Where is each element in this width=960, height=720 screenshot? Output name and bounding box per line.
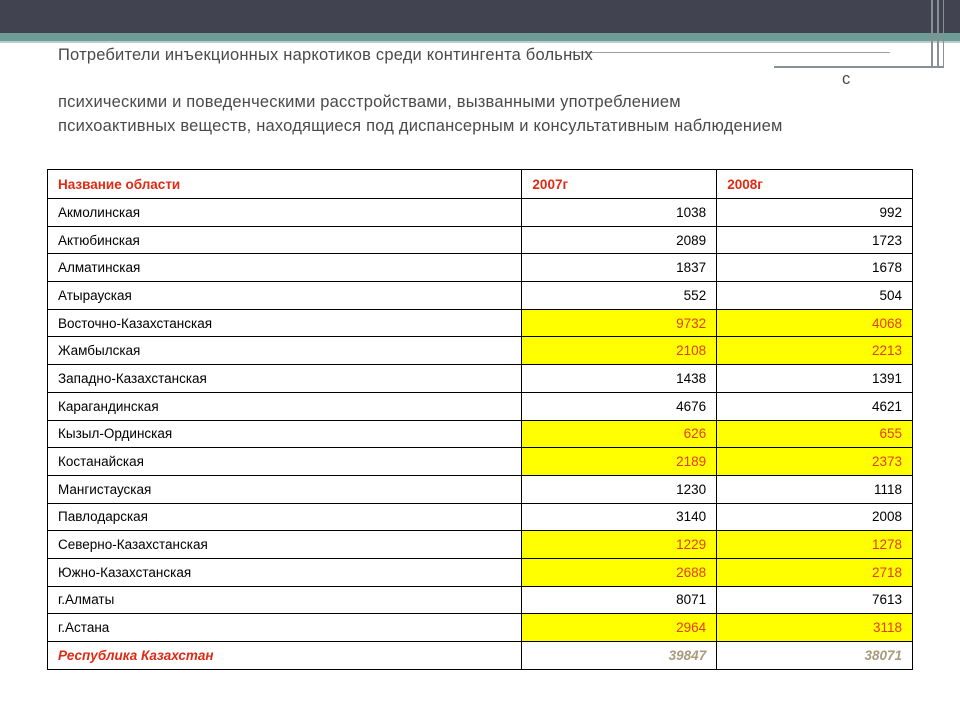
slide-title-line-1: Потребители инъекционных наркотиков среди контингента больных bbox=[58, 46, 593, 64]
region-cell: Кызыл-Ординская bbox=[48, 420, 522, 448]
value-2007-cell: 1038 bbox=[522, 199, 717, 227]
slide-title-line-2: психическими и поведенческими расстройствами, вызванными употреблением bbox=[58, 93, 681, 111]
table-row bbox=[48, 586, 913, 614]
teal-decor-line bbox=[0, 41, 960, 43]
value-2007-cell: 1837 bbox=[522, 254, 717, 282]
value-2008-cell: 2718 bbox=[717, 558, 913, 586]
table-row bbox=[48, 309, 913, 337]
table-header-row bbox=[48, 170, 913, 199]
total-2008-cell: 38071 bbox=[717, 642, 913, 670]
value-2008-cell: 1118 bbox=[717, 475, 913, 503]
value-2007-cell: 552 bbox=[522, 282, 717, 310]
table-row bbox=[48, 226, 913, 254]
value-2008-cell: 1391 bbox=[717, 365, 913, 393]
region-cell: Жамбылская bbox=[48, 337, 522, 365]
table-row bbox=[48, 282, 913, 310]
value-2007-cell: 4676 bbox=[522, 392, 717, 420]
region-cell: Мангистауская bbox=[48, 475, 522, 503]
value-2008-cell: 1723 bbox=[717, 226, 913, 254]
region-cell: Актюбинская bbox=[48, 226, 522, 254]
decor-vertical-line bbox=[943, 0, 944, 66]
region-cell: Акмолинская bbox=[48, 199, 522, 227]
region-cell: Атырауская bbox=[48, 282, 522, 310]
table-total-row bbox=[48, 642, 913, 670]
value-2007-cell: 1438 bbox=[522, 365, 717, 393]
table-row bbox=[48, 503, 913, 531]
value-2007-cell: 2189 bbox=[522, 448, 717, 476]
value-2008-cell: 504 bbox=[717, 282, 913, 310]
total-2007-cell: 39847 bbox=[522, 642, 717, 670]
column-header-2007: 2007г bbox=[522, 170, 717, 199]
value-2008-cell: 1278 bbox=[717, 531, 913, 559]
value-2008-cell: 2213 bbox=[717, 337, 913, 365]
value-2007-cell: 626 bbox=[522, 420, 717, 448]
decor-horizontal-line bbox=[774, 66, 944, 68]
value-2007-cell: 2688 bbox=[522, 558, 717, 586]
table-row bbox=[48, 392, 913, 420]
value-2007-cell: 3140 bbox=[522, 503, 717, 531]
value-2007-cell: 2108 bbox=[522, 337, 717, 365]
region-cell: Западно-Казахстанская bbox=[48, 365, 522, 393]
value-2008-cell: 655 bbox=[717, 420, 913, 448]
table-row bbox=[48, 199, 913, 227]
table-row bbox=[48, 558, 913, 586]
region-cell: Павлодарская bbox=[48, 503, 522, 531]
total-region-cell: Республика Казахстан bbox=[48, 642, 522, 670]
region-cell: Северно-Казахстанская bbox=[48, 531, 522, 559]
top-decor-bar bbox=[0, 0, 960, 33]
table-body bbox=[48, 199, 913, 670]
table-row bbox=[48, 531, 913, 559]
value-2008-cell: 2008 bbox=[717, 503, 913, 531]
table-row bbox=[48, 254, 913, 282]
decor-vertical-line bbox=[937, 0, 939, 66]
table-row bbox=[48, 614, 913, 642]
table-row bbox=[48, 365, 913, 393]
value-2007-cell: 2964 bbox=[522, 614, 717, 642]
value-2007-cell: 1230 bbox=[522, 475, 717, 503]
region-cell: Карагандинская bbox=[48, 392, 522, 420]
region-cell: Восточно-Казахстанская bbox=[48, 309, 522, 337]
slide-title-line-3: психоактивных веществ, находящиеся под диспансерным и консультативным наблюдением bbox=[58, 117, 783, 135]
region-cell: г.Алматы bbox=[48, 586, 522, 614]
table-row bbox=[48, 448, 913, 476]
column-header-region: Название области bbox=[48, 170, 522, 199]
value-2008-cell: 992 bbox=[717, 199, 913, 227]
table-row bbox=[48, 337, 913, 365]
value-2008-cell: 4621 bbox=[717, 392, 913, 420]
column-header-2008: 2008г bbox=[717, 170, 913, 199]
decor-vertical-line bbox=[931, 0, 933, 66]
value-2007-cell: 8071 bbox=[522, 586, 717, 614]
slide-title-fragment: с bbox=[842, 70, 851, 88]
table-row bbox=[48, 475, 913, 503]
value-2007-cell: 2089 bbox=[522, 226, 717, 254]
teal-decor-band bbox=[0, 33, 960, 41]
value-2008-cell: 4068 bbox=[717, 309, 913, 337]
value-2008-cell: 2373 bbox=[717, 448, 913, 476]
value-2007-cell: 1229 bbox=[522, 531, 717, 559]
region-cell: Алматинская bbox=[48, 254, 522, 282]
regions-table bbox=[47, 169, 913, 670]
table-row bbox=[48, 420, 913, 448]
value-2007-cell: 9732 bbox=[522, 309, 717, 337]
value-2008-cell: 3118 bbox=[717, 614, 913, 642]
region-cell: Южно-Казахстанская bbox=[48, 558, 522, 586]
region-cell: г.Астана bbox=[48, 614, 522, 642]
value-2008-cell: 1678 bbox=[717, 254, 913, 282]
value-2008-cell: 7613 bbox=[717, 586, 913, 614]
region-cell: Костанайская bbox=[48, 448, 522, 476]
